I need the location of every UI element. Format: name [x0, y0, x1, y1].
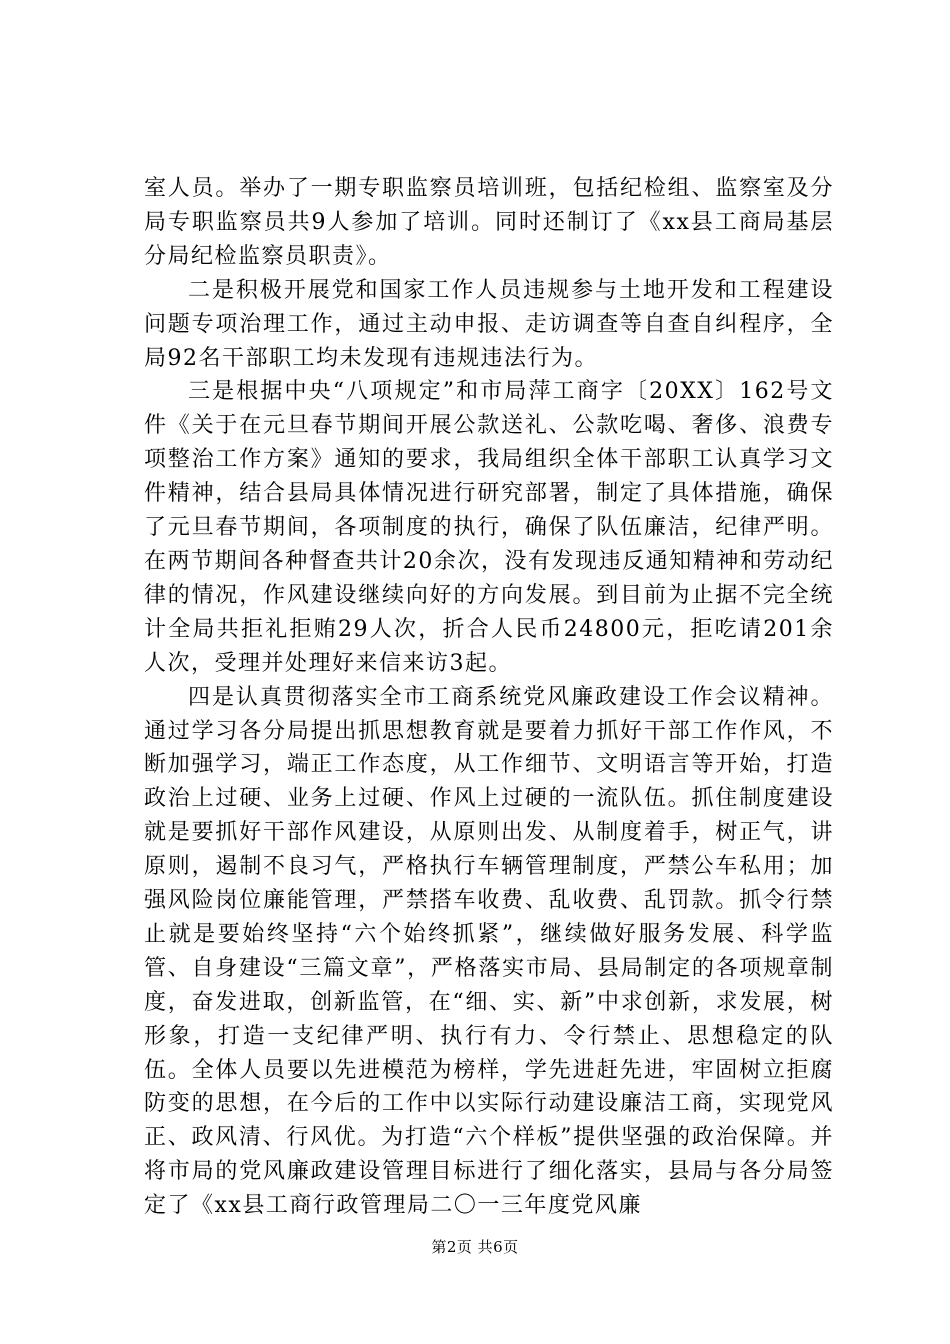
- page-number-footer: 第2页 共6页: [431, 1238, 519, 1256]
- paragraph-2: 二是积极开展党和国家工作人员违规参与土地开发和工程建设问题专项治理工作，通过主动申报、走访调查等自查自纠程序，全局92名干部职工均未发现有违规违法行为。: [144, 277, 834, 371]
- document-body: [144, 172, 834, 1223]
- paragraph-3: 三是根据中央“八项规定”和市局萍工商字〔20XX〕162号文件《关于在元旦春节期间开展公款送礼、公款吃喝、奢侈、浪费专项整治工作方案》通知的要求，我局组织全体干部职工认真学习文件精神，结合县局具体情况进行研究部署，制定了具体措施，确保了元旦春节期间，各项制度的执行，确保了队伍廉洁，纪律严明。在两节期间各种督查共计20余次，没有发现违反通知精神和劳动纪律的情况，作风建设继续向好的方向发展。到目前为止据不完全统计全局共拒礼拒贿29人次，折合人民币24800元，拒吃请201余人次，受理并处理好来信来访3起。: [144, 379, 834, 676]
- paragraph-4: 四是认真贯彻落实全市工商系统党风廉政建设工作会议精神。通过学习各分局提出抓思想教育就是要着力抓好干部工作作风，不断加强学习，端正工作态度，从工作细节、文明语言等开始，打造政治上过硬、业务上过硬、作风上过硬的一流队伍。抓住制度建设就是要抓好干部作风建设，从原则出发、从制度着手，树正气，讲原则，遏制不良习气，严格执行车辆管理制度，严禁公车私用；加强风险岗位廉能管理，严禁搭车收费、乱收费、乱罚款。抓令行禁止就是要始终坚持“六个始终抓紧”，继续做好服务发展、科学监管、自身建设“三篇文章”，严格落实市局、县局制定的各项规章制度，奋发进取，创新监管，在“细、实、新”中求创新，求发展，树形象，打造一支纪律严明、执行有力、令行禁止、思想稳定的队伍。全体人员要以先进模范为榜样，学先进赶先进，牢固树立拒腐防变的思想，在今后的工作中以实际行动建设廉洁工商，实现党风正、政风清、行风优。为打造“六个样板”提供坚强的政治保障。并将市局的党风廉政建设管理目标进行了细化落实，县局与各分局签定了《xx县工商行政管理局二〇一三年度党风廉: [144, 684, 834, 1219]
- paragraph-1: 室人员。举办了一期专职监察员培训班，包括纪检组、监察室及分局专职监察员共9人参加了培训。同时还制订了《xx县工商局基层分局纪检监察员职责》。: [144, 176, 834, 269]
